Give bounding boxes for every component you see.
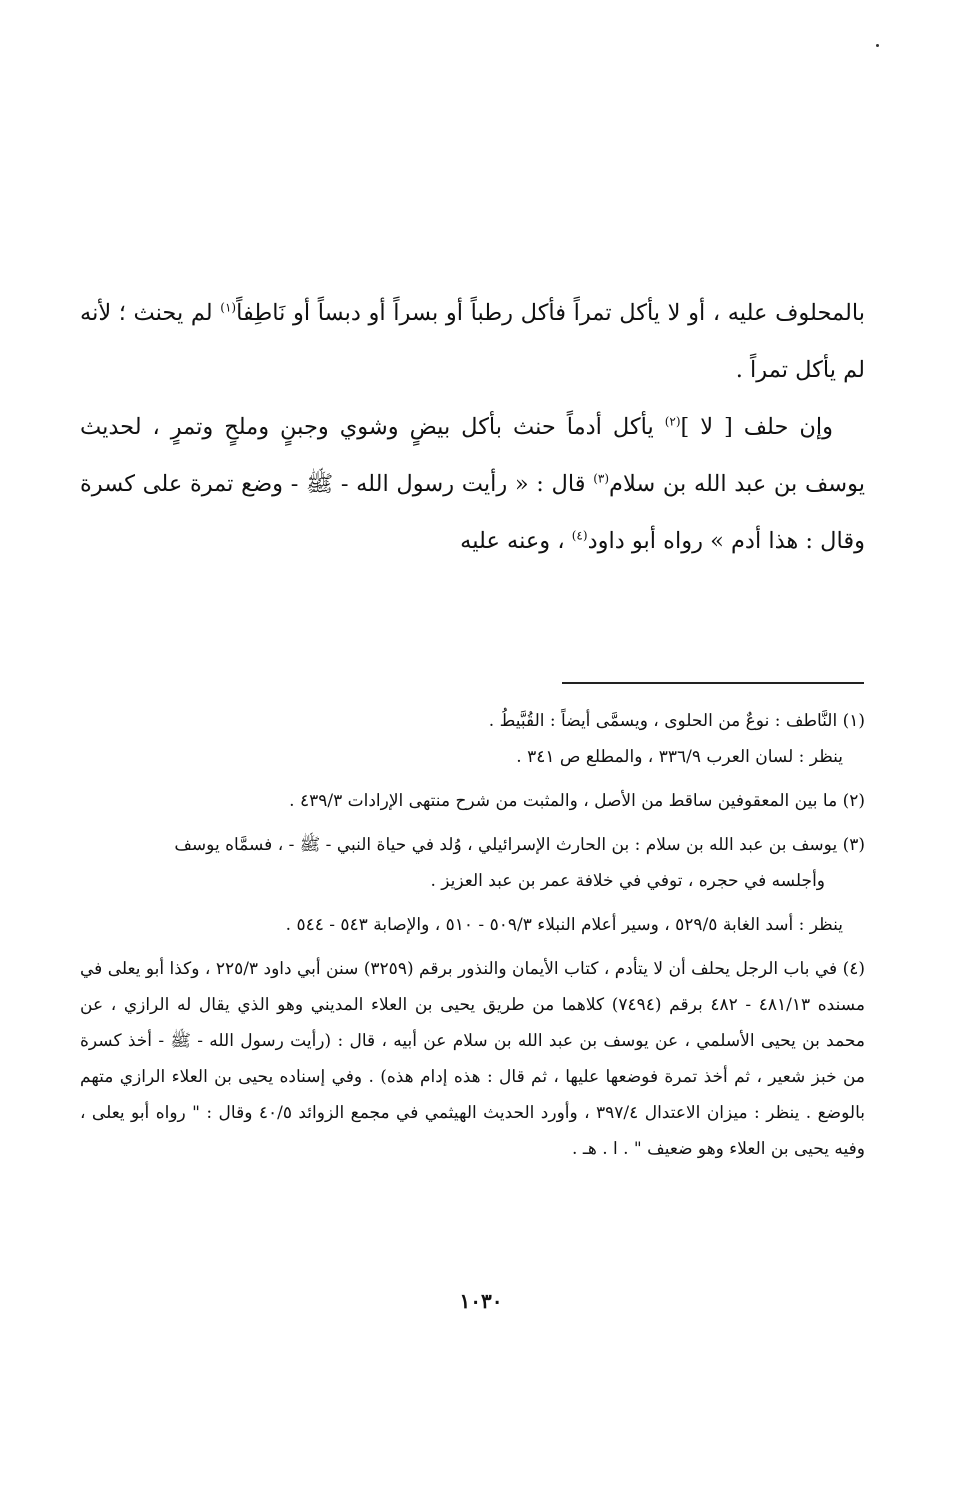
footnote-3-continuation: وأجلسه في حجره ، توفي في خلافة عمر بن عبد العزيز . (430, 871, 825, 891)
footnote-separator (562, 682, 864, 684)
footnote-ref-3: (٣) (593, 471, 610, 486)
footnote-ref-1: (١) (220, 300, 237, 315)
footnote-4: (٤) في باب الرجل يحلف أن لا يتأدم ، كتاب الأيمان والنذور برقم (٣٢٥٩) سنن أبي داود ٢٢٥/٣ ، وكذا أبو يعلى في مسنده ٤٨١/١٣ - ٤٨٢ برقم (٧٤٩٤) كلاهما من طريق يحيى بن العلاء المديني وهو الذي يقال له الرازي ، عن محمد بن يحيى الأسلمي ، عن يوسف بن عبد الله بن سلام عن أبيه ، قال : (رأيت رسول الله - ﷺ - أخذ كسرة من خبز شعير ، ثم أخذ تمرة فوضعها عليها ، ثم قال : هذه إدام هذه) . وفي إسناده يحيى بن العلاء الرازي متهم بالوضع . ينظر : ميزان الاعتدال ٣٩٧/٤ ، وأورد الحديث الهيثمي في مجمع الزوائد ٤٠/٥ وقال : " رواه أبو يعلى ، وفيه يحيى بن العلاء وهو ضعيف " . ا . هـ . (80, 959, 865, 1159)
footnote-2: (٢) ما بين المعقوفين ساقط من الأصل ، والمثبت من شرح منتهى الإرادات ٤٣٩/٣ . (289, 791, 865, 811)
paragraph-1: بالمحلوف عليه ، أو لا يأكل تمراً فأكل رطباً أو بسراً أو دبساً أو نَاطِفاً$^{(١)}$ لم يحنث ؛ لأنه لم يأكل تمراً . (80, 300, 865, 383)
paragraph-2: وإن حلف [ لا ]$^{(٢)}$ يأكل أدماً حنث بأكل بيضٍ وشوي وجبنٍ وملحٍ وتمرٍ ، لحديث يوسف بن عبد الله بن سلام$^{(٣)}$ قال : « رأيت رسول الله - ﷺ - وضع تمرة على كسرة وقال : هذا أدم » رواه أبو داود$^{(٤)}$ ، وعنه عليه (80, 414, 866, 554)
page-number: ١٠٣٠ (459, 1289, 503, 1313)
footnote-3: (٣) يوسف بن عبد الله بن سلام : بن الحارث الإسرائيلي ، وُلد في حياة النبي - ﷺ - ، فسمَّاه يوسف (174, 835, 865, 855)
footnote-ref-4: (٤) (571, 528, 588, 543)
footnote-3-reference: ينظر : أسد الغابة ٥٢٩/٥ ، وسير أعلام النبلاء ٥٠٩/٣ - ٥١٠ ، والإصابة ٥٤٣ - ٥٤٤ . (285, 915, 843, 935)
footnotes (80, 703, 865, 1167)
main-text (80, 285, 865, 570)
footnote-ref-2: (٢) (664, 414, 681, 429)
footnote-1-reference: ينظر : لسان العرب ٣٣٦/٩ ، والمطلع ص ٣٤١ . (516, 747, 843, 767)
scan-speck (876, 44, 879, 47)
footnote-1: (١) النَّاطف : نوعٌ من الحلوى ، ويسمَّى أيضاً : القُبَّيطُ . (488, 711, 865, 731)
